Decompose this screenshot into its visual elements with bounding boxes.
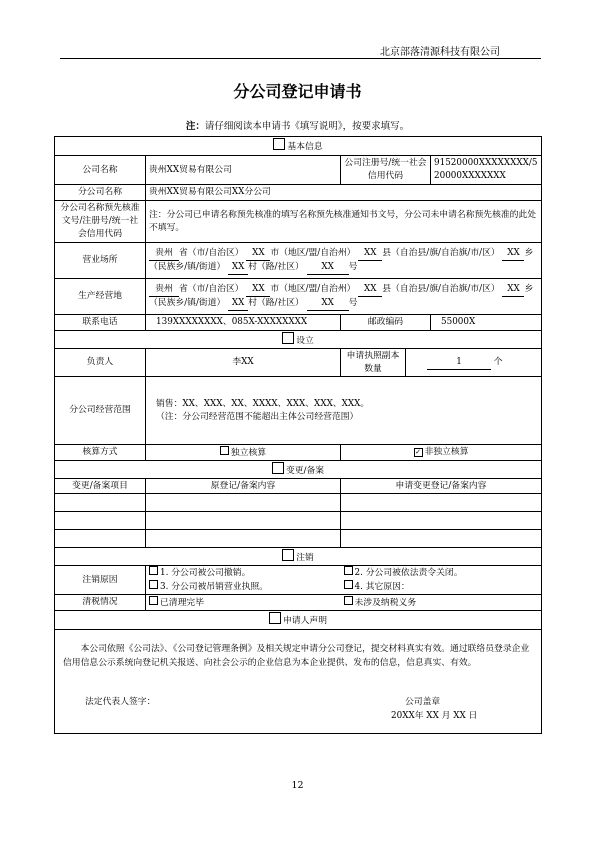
branch-name-field[interactable]: 贵州XX贸易有限公司XX分公司 xyxy=(146,185,542,201)
branch-name-label: 分公司名称 xyxy=(55,185,146,201)
cancel-reason-2[interactable]: 2. 分公司被依法责令关闭。 xyxy=(344,566,539,580)
new-content-header: 申请变更登记/备案内容 xyxy=(341,479,542,494)
production-address-field[interactable]: 贵州 省（市/自治区） XX 市（地区/盟/自治州） XX 县（自治县/旗/自治旗/市/区） XX 乡（民族乡/镇/街道） XX 村（路/社区） XX 号 xyxy=(146,279,542,315)
note-text: 请仔细阅读本申请书《填写说明》，按要求填写。 xyxy=(204,121,410,132)
tax-cleared-option[interactable]: 已清理完毕 xyxy=(149,596,344,610)
business-address-label: 营业场所 xyxy=(55,243,146,279)
reg-no-label: 公司注册号/统一社会信用代码 xyxy=(341,156,431,185)
business-scope-field[interactable]: 销售：XX、XXX、XX、XXXX、XXX、XXX、XXX。 （注：分公司经营范围不能超出主体公司经营范围） xyxy=(146,377,542,445)
change-row[interactable] xyxy=(55,530,542,548)
tax-status-label: 清税情况 xyxy=(55,595,146,611)
header-company-name: 北京部落清源科技有限公司 xyxy=(380,47,500,58)
production-address-label: 生产经营地 xyxy=(55,279,146,315)
prenotice-field[interactable]: 注：分公司已申请名称预先核准的填写名称预先核准通知书文号，分公司未申请名称预先核准的此处不填写。 xyxy=(146,201,542,243)
header-rule xyxy=(60,58,541,59)
change-item-header: 变更/备案项目 xyxy=(55,479,146,494)
business-scope-label: 分公司经营范围 xyxy=(55,377,146,445)
business-address-field[interactable]: 贵州 省（市/自治区） XX 市（地区/盟/自治州） XX 县（自治县/旗/自治旗/市/区） XX 乡（民族乡/镇/街道） XX 村（路/社区） XX 号 xyxy=(146,243,542,279)
tax-status-options xyxy=(146,595,542,611)
accounting-nonindependent-option[interactable]: ✓ 非独立核算 xyxy=(341,445,542,461)
legal-rep-signature-label: 法定代表人签字： xyxy=(85,697,156,707)
company-name-label: 公司名称 xyxy=(55,156,146,185)
postcode-field[interactable]: 55000X xyxy=(431,315,542,331)
cancel-reason-options xyxy=(146,566,542,595)
section-change: 变更/备案 xyxy=(55,461,542,479)
section-checkbox-icon xyxy=(272,462,284,474)
phone-label: 联系电话 xyxy=(55,315,146,331)
declaration-date: 20XX年 XX 月 XX 日 xyxy=(391,711,478,721)
prenotice-label: 分公司名称预先核准文号/注册号/统一社会信用代码 xyxy=(55,201,146,243)
cancel-reason-label: 注销原因 xyxy=(55,566,146,595)
declaration-text: 本公司依照《公司法》、《公司登记管理条例》及相关规定申请分公司登记，提交材料真实有效。通过联络员登录企业信用信息公示系统向登记机关报送、向社会公示的企业信息为本企业提供、发布的信息，信息真实、有效。 xyxy=(63,644,530,668)
checkbox-icon[interactable] xyxy=(220,446,229,455)
section-basic-info: 基本信息 xyxy=(55,137,542,156)
license-copies-label: 申请执照副本数量 xyxy=(341,349,406,377)
reg-no-field[interactable]: 91520000XXXXXXXX/520000XXXXXXX xyxy=(431,156,542,185)
branch-head-label: 负责人 xyxy=(55,349,146,377)
phone-field[interactable]: 139XXXXXXXX、085X-XXXXXXXX xyxy=(146,315,341,331)
instruction-note xyxy=(0,118,595,132)
company-seal-label: 公司盖章 xyxy=(405,697,441,707)
note-label: 注： xyxy=(185,121,205,132)
change-row[interactable] xyxy=(55,512,542,530)
section-checkbox-icon xyxy=(282,549,294,561)
page-number: 12 xyxy=(291,780,304,791)
company-name-field[interactable]: 贵州XX贸易有限公司 xyxy=(146,156,341,185)
accounting-independent-option[interactable]: 独立核算 xyxy=(146,445,341,461)
original-content-header: 原登记/备案内容 xyxy=(146,479,341,494)
section-declaration: 申请人声明 xyxy=(55,611,542,630)
postcode-label: 邮政编码 xyxy=(341,315,431,331)
document-title: 分公司登记申请书 xyxy=(233,82,362,101)
cancel-reason-3[interactable]: 3. 分公司被吊销营业执照。 xyxy=(149,580,344,594)
declaration-body xyxy=(55,630,542,734)
branch-head-field[interactable]: 李XX xyxy=(146,349,341,377)
cancel-reason-1[interactable]: 1. 分公司被公司撤销。 xyxy=(149,566,344,580)
section-checkbox-icon xyxy=(273,138,285,150)
accounting-method-label: 核算方式 xyxy=(55,445,146,461)
change-row[interactable] xyxy=(55,494,542,512)
section-setup: 设立 xyxy=(55,331,542,349)
checkbox-checked-icon[interactable]: ✓ xyxy=(415,448,421,456)
section-cancel: 注销 xyxy=(55,548,542,566)
section-checkbox-icon xyxy=(282,332,294,344)
section-checkbox-icon xyxy=(269,612,281,624)
cancel-reason-4[interactable]: 4. 其它原因： xyxy=(344,580,539,594)
registration-form xyxy=(54,136,542,734)
tax-not-involved-option[interactable]: 未涉及纳税义务 xyxy=(344,596,539,610)
license-copies-field[interactable]: 1 个 xyxy=(406,349,542,377)
